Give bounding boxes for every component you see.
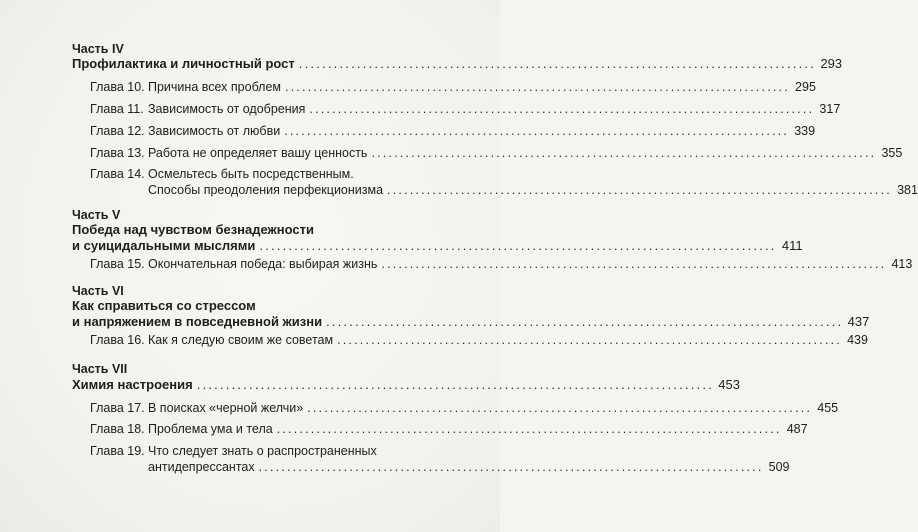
chapter-title: В поисках «черной желчи» [148,401,304,415]
page-number: 455 [817,401,839,415]
page-number: 453 [718,377,740,392]
leader-dots: ......................................................................................... [284,124,790,138]
part-title: Химия настроения [72,377,193,392]
chapter-label: Глава 13. [90,146,145,160]
leader-dots: ......................................................................................... [309,102,815,116]
leader-dots: ......................................................................................... [285,80,790,94]
chapter-title-line-1: Осмельтесь быть посредственным. [148,167,354,181]
chapter-title: Проблема ума и тела [148,422,273,436]
page-number: 413 [891,257,913,271]
chapter-label: Глава 16. [90,333,145,347]
chapter-label: Глава 10. [90,80,145,94]
part-title-line-2: и суицидальными мыслями [72,238,256,253]
page-number: 339 [794,124,816,138]
part-7 [72,362,444,377]
part-title-line-1: Победа над чувством безнадежности [72,222,314,237]
leader-dots: ......................................................................................... [298,56,817,71]
chapter-title: Работа не определяет вашу ценность [148,146,368,160]
leader-dots: ......................................................................................... [276,422,782,436]
chapter-label: Глава 11. [90,102,144,116]
part-4 [72,42,444,57]
page-number: 381 [897,183,918,197]
chapter-label: Глава 19. [90,444,145,458]
part-5 [72,208,444,223]
chapter-title: Причина всех проблем [148,80,282,94]
part-4-title-row[interactable] [72,56,843,72]
part-5-title-row[interactable] [72,222,803,254]
part-label: Часть VII [72,362,128,376]
leader-dots: ......................................................................................... [196,377,714,392]
leader-dots: ......................................................................................... [337,333,842,347]
part-title: Профилактика и личностный рост [72,56,295,71]
leader-dots: ......................................................................................... [371,146,877,160]
page-number: 317 [819,102,841,116]
leader-dots: ......................................................................................... [326,314,844,329]
leader-dots: ......................................................................................... [307,401,813,415]
chapter-title: Зависимость от любви [148,124,281,138]
page-number: 355 [881,146,903,160]
page-number: 509 [768,460,790,474]
chapter-title-line-2: Способы преодоления перфекционизма [148,183,384,197]
leader-dots: ......................................................................................... [259,238,777,253]
page-number: 293 [820,56,843,71]
chapter-label: Глава 12. [90,124,145,138]
page-number: 439 [847,333,868,347]
chapter-title-line-1: Что следует знать о распространенных [148,444,377,458]
page-number: 295 [795,80,816,94]
chapter-label: Глава 15. [90,257,145,271]
part-6-title-row[interactable] [72,298,870,330]
leader-dots: ......................................................................................... [258,460,764,474]
leader-dots: ......................................................................................... [381,257,887,271]
chapter-label: Глава 17. [90,401,145,415]
chapter-label: Глава 14. [90,167,145,181]
chapter-title-line-2: антидепрессантах [148,460,255,474]
chapter-title: Как я следую своим же советам [148,333,334,347]
part-label: Часть IV [72,42,124,56]
page-number: 411 [781,238,803,253]
page-number: 487 [786,422,808,436]
part-label: Часть V [72,208,121,222]
part-7-title-row[interactable] [72,377,740,393]
part-title-line-1: Как справиться со стрессом [72,298,256,313]
page-number: 437 [847,314,870,329]
chapter-label: Глава 18. [90,422,145,436]
part-title-line-2: и напряжением в повседневной жизни [72,314,323,329]
part-6 [72,284,444,299]
chapter-title: Окончательная победа: выбирая жизнь [148,257,378,271]
chapter-title: Зависимость от одобрения [148,102,306,116]
leader-dots: ......................................................................................... [387,183,892,197]
part-label: Часть VI [72,284,124,298]
